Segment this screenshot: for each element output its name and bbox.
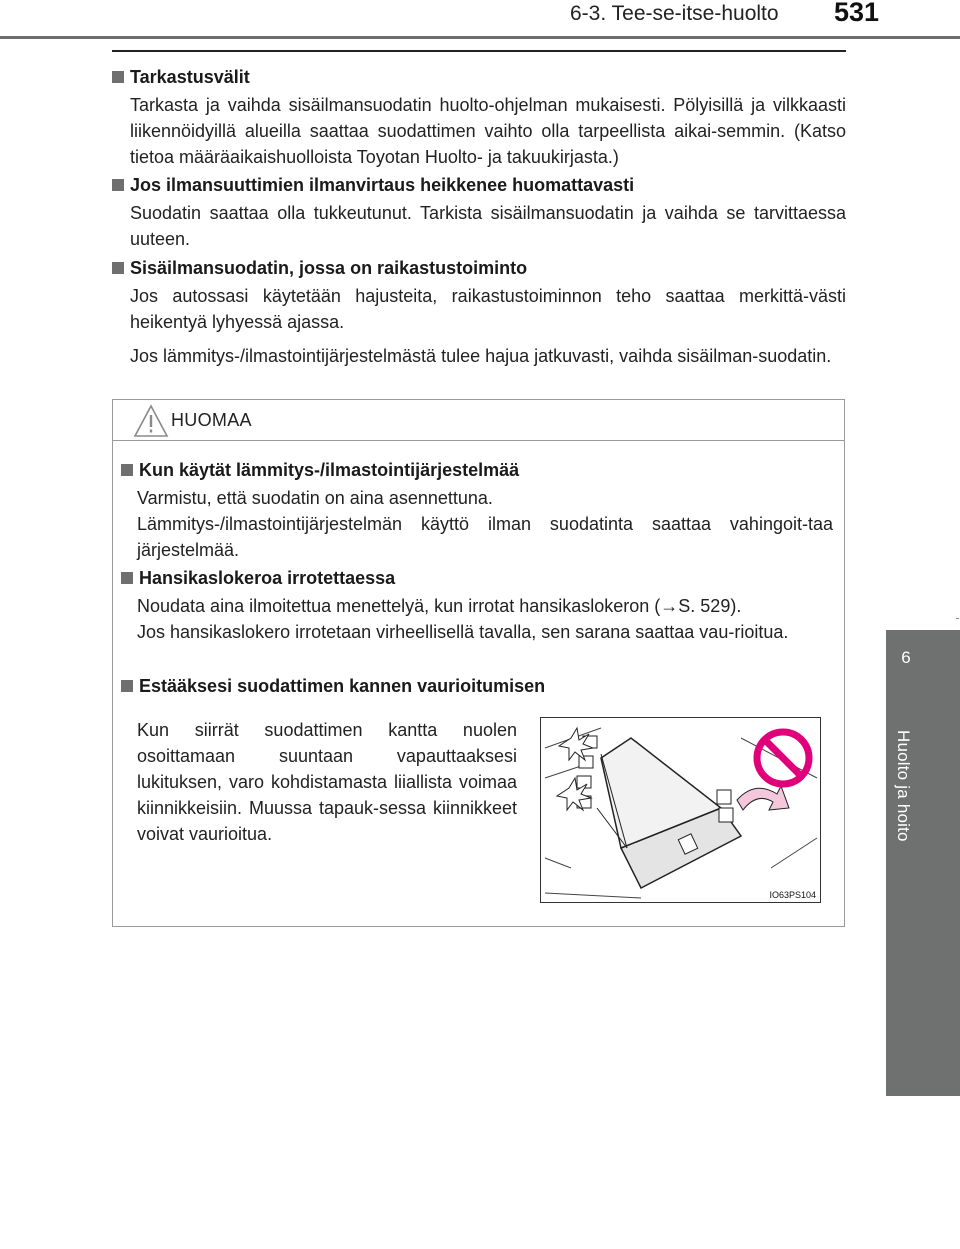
notice-item-body xyxy=(137,593,833,645)
section-heading-text: Tarkastusvälit xyxy=(130,67,250,87)
warning-triangle-icon xyxy=(133,404,169,438)
chapter-label: Huolto ja hoito xyxy=(894,730,913,842)
page-number: 531 xyxy=(834,0,880,27)
chapter-number: 6 xyxy=(901,648,911,667)
section-heading xyxy=(112,257,846,279)
section-body xyxy=(130,283,846,369)
figure-caption-text: Kun siirrät suodattimen kantta nuolen osoittamaan suuntaan vapauttaaksesi lukituksen, varo kohdistamasta liiallista voimaa kiinnikkeisiin. Muussa tapauk-sessa kiinnikkeet voivat vaurioitua. xyxy=(137,720,517,844)
paragraph: Lämmitys-/ilmastointijärjestelmän käyttö ilman suodatinta saattaa vahingoit-taa järjestelmää. xyxy=(137,514,833,560)
square-bullet-icon xyxy=(112,71,124,83)
paragraph: Jos autossasi käytetään hajusteita, raikastustoiminnon teho saattaa merkittä-västi heikentyä lyhyessä ajassa. xyxy=(130,286,846,332)
header-rule xyxy=(0,36,960,39)
square-bullet-icon xyxy=(121,464,133,476)
paragraph: Jos hansikaslokero irrotetaan virheellisellä tavalla, sen sarana saattaa vau-rioitua. xyxy=(137,622,789,642)
page-header xyxy=(0,0,960,36)
filter-cover-drawing xyxy=(541,718,820,902)
content-rule xyxy=(112,50,846,52)
notice-item-using-hvac xyxy=(121,459,833,563)
notice-item-filter-cover xyxy=(121,675,833,697)
paragraph: Tarkasta ja vaihda sisäilmansuodatin huolto-ohjelman mukaisesti. Pölyisillä ja vilkkaasti liikennöidyillä alueilla saattaa suodattimen vaihto olla tarpeellista aikai-semmin. (Katso tietoa määräaikaishuolloista Toyotan Huolto- ja takuukirjasta.) xyxy=(130,95,846,167)
section-heading-text: Jos ilmansuuttimien ilmanvirtaus heikkenee huomattavasti xyxy=(130,175,635,195)
chapter-tab[interactable] xyxy=(886,630,960,1096)
square-bullet-icon xyxy=(112,262,124,274)
section-heading xyxy=(112,174,846,196)
square-bullet-icon xyxy=(121,680,133,692)
paragraph: Varmistu, että suodatin on aina asennettuna. xyxy=(137,488,493,508)
notice-item-heading xyxy=(121,567,833,589)
notice-item-heading-text: Estääksesi suodattimen kannen vaurioitumisen xyxy=(139,676,546,696)
paragraph: Noudata aina ilmoitettua menettelyä, kun irrotat hansikaslokeron (→S. 529). xyxy=(137,596,742,616)
square-bullet-icon xyxy=(121,572,133,584)
tab-tick xyxy=(956,618,959,619)
notice-item-body xyxy=(137,485,833,563)
section-heading xyxy=(112,66,846,88)
notice-item-glovebox-removal xyxy=(121,567,833,645)
section-body xyxy=(130,200,846,252)
notice-item-heading xyxy=(121,675,833,697)
notice-item-heading xyxy=(121,459,833,481)
section-freshener-filter xyxy=(112,257,846,377)
square-bullet-icon xyxy=(112,179,124,191)
figure-code: IO63PS104 xyxy=(769,890,816,900)
section-airflow-weakens xyxy=(112,174,846,260)
section-inspection-intervals xyxy=(112,66,846,178)
paragraph: Suodatin saattaa olla tukkeutunut. Tarkista sisäilmansuodatin ja vaihda se tarvittaessa uuteen. xyxy=(130,203,846,249)
paragraph: Jos lämmitys-/ilmastointijärjestelmästä tulee hajua jatkuvasti, vaihda sisäilman-suodatin. xyxy=(130,346,832,366)
notice-title: HUOMAA xyxy=(171,410,252,430)
filter-cover-illustration xyxy=(540,717,821,903)
section-heading-text: Sisäilmansuodatin, jossa on raikastustoiminto xyxy=(130,258,528,278)
notice-item-heading-text: Hansikaslokeroa irrotettaessa xyxy=(139,568,396,588)
section-body xyxy=(130,92,846,170)
notice-item-heading-text: Kun käytät lämmitys-/ilmastointijärjestelmää xyxy=(139,460,520,480)
section-title: 6-3. Tee-se-itse-huolto xyxy=(570,2,779,25)
notice-box xyxy=(112,399,845,927)
notice-divider xyxy=(113,440,844,441)
